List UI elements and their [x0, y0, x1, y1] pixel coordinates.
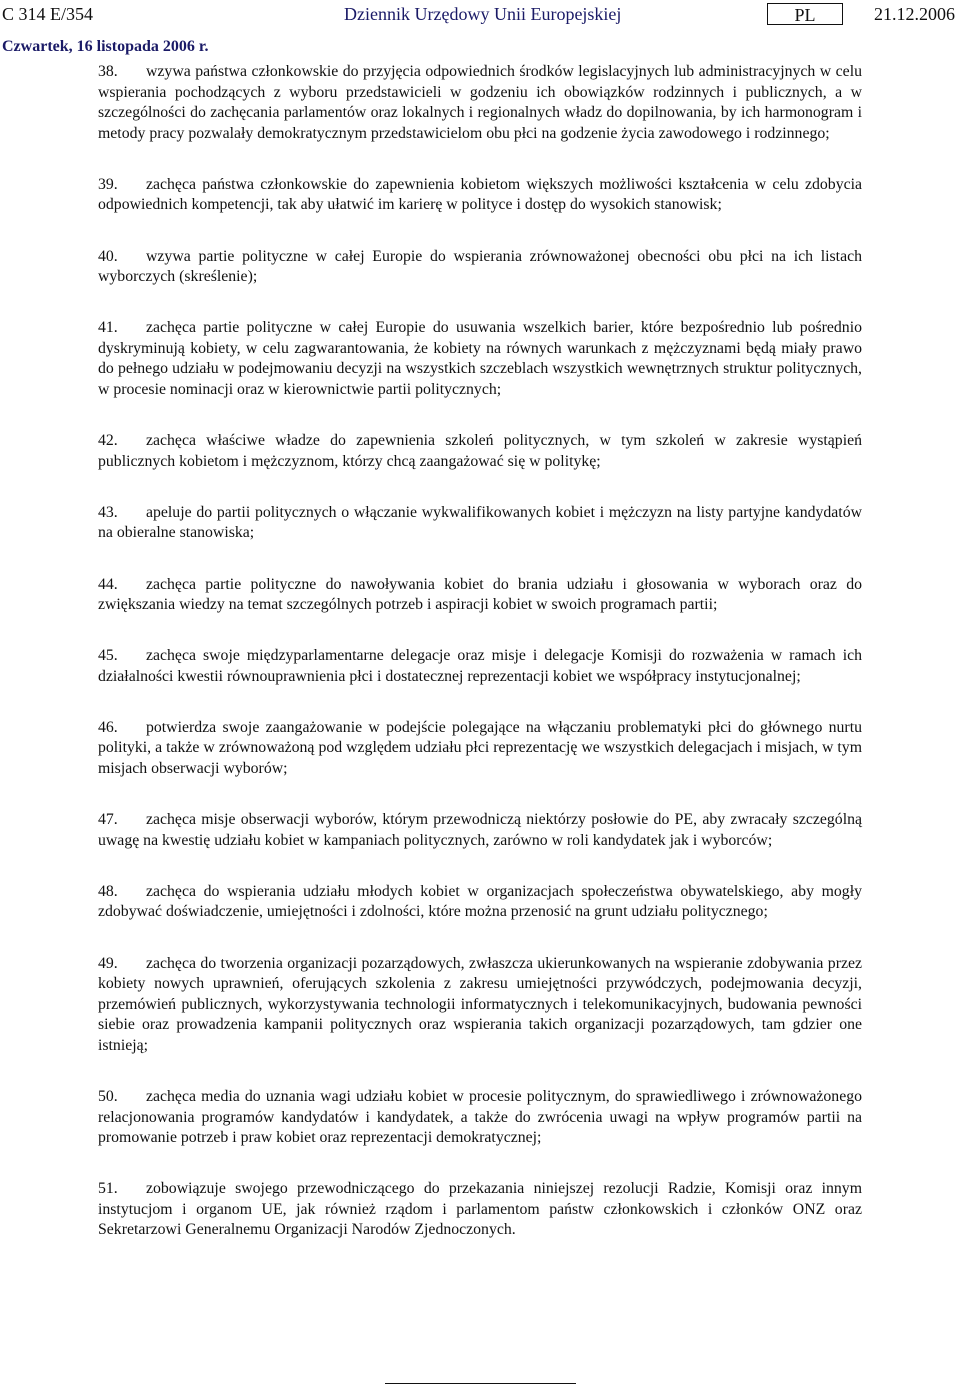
paragraph-number: 43. [98, 503, 118, 521]
paragraph-number: 44. [98, 575, 118, 593]
paragraph-number: 49. [98, 954, 118, 972]
paragraph-40 [98, 247, 862, 288]
language-badge: PL [767, 3, 843, 25]
paragraph-50 [98, 1087, 862, 1149]
paragraph-text: zachęca do tworzenia organizacji pozarządowych, zwłaszcza ukierunkowanych na wspieranie zdobywania przez kobiety nowych uprawnień, oferujących szkolenia z zakresu umiejętności przywódczych, podejmowania decyzji, przemówień publicznych, wykorzystywania technologii informatycznych i telekomunikacyjnych, budowania pewności siebie oraz prowadzenia kampanii politycznych oraz wspierania takich organizacji pozarządowych, tam gdzier one istnieją; [98, 954, 862, 1054]
publication-date: 21.12.2006 [874, 4, 955, 24]
paragraph-38 [98, 62, 862, 144]
paragraph-number: 46. [98, 718, 118, 736]
paragraph-text: zachęca swoje międzyparlamentarne delegacje oraz misje i delegacje Komisji do rozważenia w ramach ich działalności kwestii równouprawnienia płci i dostatecznej reprezentacji kobiet we współpracy instytucjonalnej; [98, 647, 862, 685]
paragraph-text: wzywa partie polityczne w całej Europie do wspierania zrównoważonej obecności obu płci na ich listach wyborczych (skreślenie); [98, 247, 862, 286]
paragraph-text: zachęca partie polityczne do nawoływania kobiet do brania udziału i głosowania w wyborach oraz do zwiększania wiedzy na temat szczególnych potrzeb i aspiracji kobiet w swoich programach partii; [98, 575, 862, 614]
paragraph-text: zobowiązuje swojego przewodniczącego do przekazania niniejszej rezolucji Radzie, Komisji oraz innym instytucjom i organom UE, jak również rządom i parlamentom państw członkowskich i członków ONZ oraz Sekretarzowi Generalnemu Organizacji Narodów Zjednoczonych. [98, 1180, 862, 1239]
paragraph-42 [98, 431, 862, 472]
paragraph-48 [98, 882, 862, 923]
paragraph-45 [98, 646, 862, 687]
paragraph-text: potwierdza swoje zaangażowanie w podejście polegające na włączaniu problematyki płci do głównego nurtu polityki, a także w zrównoważoną pod względem udziału płci reprezentację we wszystkich delegacjach i misjach, w tym misjach obserwacji wyborów; [98, 718, 862, 778]
paragraph-44 [98, 575, 862, 616]
paragraph-number: 45. [98, 647, 118, 665]
paragraph-number: 40. [98, 247, 118, 265]
paragraph-number: 42. [98, 432, 118, 450]
paragraph-number: 39. [98, 175, 118, 193]
paragraph-text: zachęca państwa członkowskie do zapewnienia kobietom większych możliwości kształcenia w celu zdobycia odpowiednich kompetencji, tak aby ułatwić im karierę w polityce i dostęp do wysokich stanowisk; [98, 175, 862, 214]
page-header [0, 0, 960, 30]
paragraph-text: wzywa państwa członkowskie do przyjęcia odpowiednich środków legislacyjnych lub administracyjnych w celu wspierania pochodzących z wyboru przedstawicieli w godzeniu ich obowiązków rodzinnych i publicznych, a w szczególności do zachęcania parlamentów oraz lokalnych i regionalnych władz do dopilnowania, by ich harmonogram i metody pracy pozwalały demokratycznym przedstawicielom obu płci na godzenie życia zawodowego i rodzinnego; [98, 63, 862, 142]
end-rule-divider [385, 1383, 576, 1384]
paragraph-text: zachęca media do uznania wagi udziału kobiet w procesie politycznym, do sprawiedliwego i zrównoważonego relacjonowania programów kandydatów i kandydatek, a także do zwrócenia uwagi na wpływ programów partii na promowanie potrzeb i praw kobiet oraz reprezentacji demokratycznej; [98, 1088, 862, 1147]
paragraph-number: 38. [98, 63, 118, 80]
sitting-date: Czwartek, 16 listopada 2006 r. [2, 38, 209, 55]
paragraph-46 [98, 718, 862, 780]
paragraph-47 [98, 810, 862, 851]
paragraph-number: 48. [98, 882, 118, 900]
journal-title: Dziennik Urzędowy Unii Europejskiej [344, 4, 622, 24]
resolution-body [98, 62, 862, 1272]
paragraph-51 [98, 1179, 862, 1241]
paragraph-text: zachęca misje obserwacji wyborów, którym przewodniczą niektórzy posłowie do PE, aby zwracały szczególną uwagę na kwestię udziału kobiet w kampaniach politycznych, zarówno w roli kandydatek jak i wyborców; [98, 811, 862, 849]
paragraph-number: 50. [98, 1088, 118, 1105]
paragraph-43 [98, 503, 862, 544]
document-reference: C 314 E/354 [2, 4, 94, 24]
paragraph-41 [98, 318, 862, 400]
paragraph-number: 51. [98, 1180, 118, 1198]
paragraph-text: zachęca do wspierania udziału młodych kobiet w organizacjach społeczeństwa obywatelskiego, aby mogły zdobywać doświadczenie, umiejętności i zdolności, które można przenosić na grunt udziału politycznego; [98, 882, 862, 921]
paragraph-49 [98, 954, 862, 1057]
paragraph-number: 41. [98, 319, 118, 337]
paragraph-text: zachęca właściwe władze do zapewnienia szkoleń politycznych, w tym szkoleń w zakresie wystąpień publicznych kobietom i mężczyznom, którzy chcą zaangażować się w politykę; [98, 432, 862, 470]
paragraph-39 [98, 175, 862, 216]
paragraph-number: 47. [98, 811, 118, 829]
paragraph-text: apeluje do partii politycznych o włączanie wykwalifikowanych kobiet i mężczyzn na listy partyjne kandydatów na obieralne stanowiska; [98, 503, 862, 542]
paragraph-text: zachęca partie polityczne w całej Europie do usuwania wszelkich barier, które bezpośrednio lub pośrednio dyskryminują kobiety, w celu zagwarantowania, że kobiety na równych warunkach z mężczyznami będą miały prawo do pełnego udziału w podejmowaniu decyzji na wszystkich szczeblach wszystkich wewnętrznych struktur politycznych, w procesie nominacji oraz w kierownictwie partii politycznych; [98, 319, 862, 399]
